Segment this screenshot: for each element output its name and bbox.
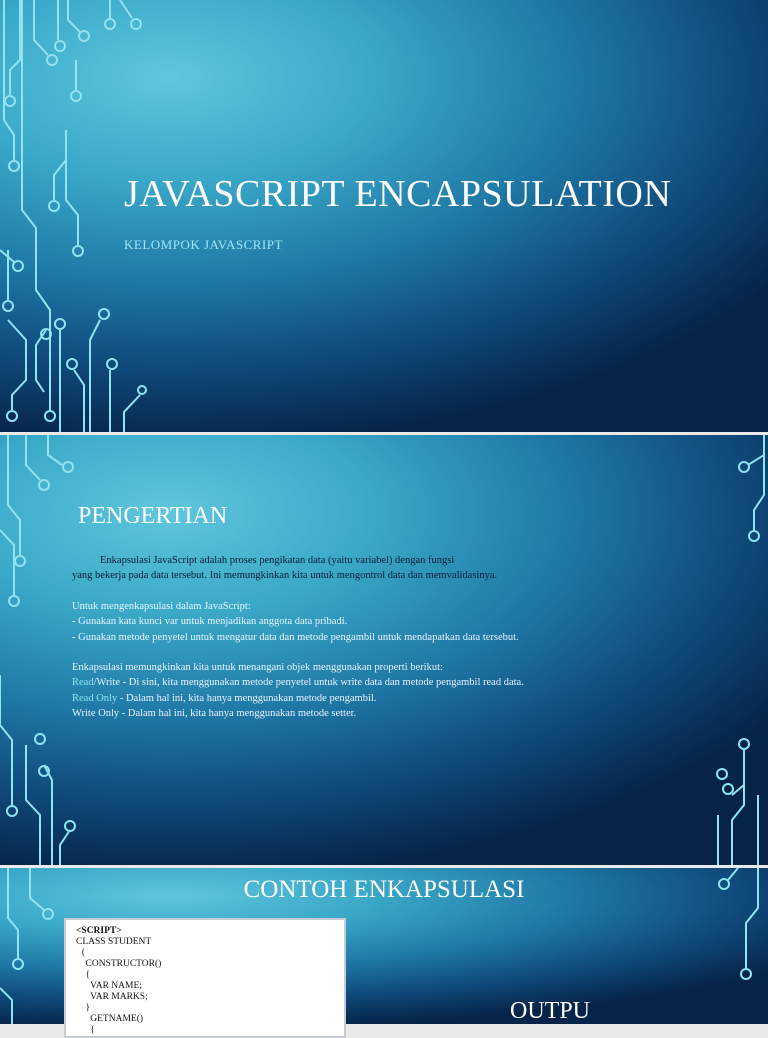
term-description: - Di sini, kita menggunakan metode penyetel untuk write data dan metode pengambil read data. [119, 677, 524, 689]
code-line: CLASS STUDENT [76, 937, 152, 947]
paragraph-line: yang bekerja pada data tersebut. Ini memungkinkan kita untuk mengontrol data dan memvalidasinya. [72, 570, 498, 582]
term-description: - Dalam hal ini, kita hanya menggunakan metode pengambil. [117, 692, 377, 704]
code-line: VAR NAME; [76, 981, 142, 991]
definition-body [72, 553, 632, 722]
circuit-decoration-left [0, 0, 150, 432]
code-line: { [76, 1025, 95, 1035]
output-heading: OUTPU [510, 998, 591, 1024]
list-item-read-only [72, 691, 632, 706]
title-slide [0, 0, 768, 432]
example-slide [0, 868, 768, 1035]
paragraph-line: Enkapsulasi JavaScript adalah proses pengikatan data (yaitu variabel) dengan fungsi [100, 555, 455, 566]
term-label: Read [72, 677, 94, 689]
term-label: Read Only [72, 692, 118, 704]
list-item: - Gunakan metode penyetel untuk mengatur data dan metode pengambil untuk mendapatkan data tersebut. [72, 631, 519, 643]
code-line: VAR MARKS; [76, 992, 148, 1002]
code-sample-box [64, 918, 346, 1038]
code-line: { [76, 948, 86, 958]
code-line: <SCRIPT> [76, 926, 122, 936]
paragraph-line: Untuk mengenkapsulasi dalam JavaScript: [72, 600, 251, 612]
term-label: /Write [93, 677, 120, 689]
list-item-read-write [72, 675, 632, 690]
code-line: CONSTRUCTOR() [76, 959, 162, 969]
circuit-decoration-right [698, 435, 768, 865]
list-item: - Gunakan kata kunci var untuk menjadikan anggota data pribadi. [72, 616, 348, 628]
code-line: } [76, 1003, 91, 1013]
definition-slide [0, 435, 768, 865]
code-line: { [76, 970, 91, 980]
section-heading: CONTOH ENKAPSULASI [243, 876, 525, 903]
term-label: Write Only [72, 708, 120, 720]
list-item-write-only [72, 706, 632, 721]
term-description: - Dalam hal ini, kita hanya menggunakan metode setter. [119, 708, 357, 720]
presentation-subtitle: KELOMPOK JAVASCRIPT [124, 237, 283, 252]
code-line: GETNAME() [76, 1014, 144, 1024]
presentation-title: JAVASCRIPT ENCAPSULATION [124, 173, 672, 215]
paragraph-line: Enkapsulasi memungkinkan kita untuk menangani objek menggunakan properti berikut: [72, 662, 443, 674]
section-heading: PENGERTIAN [78, 503, 228, 529]
